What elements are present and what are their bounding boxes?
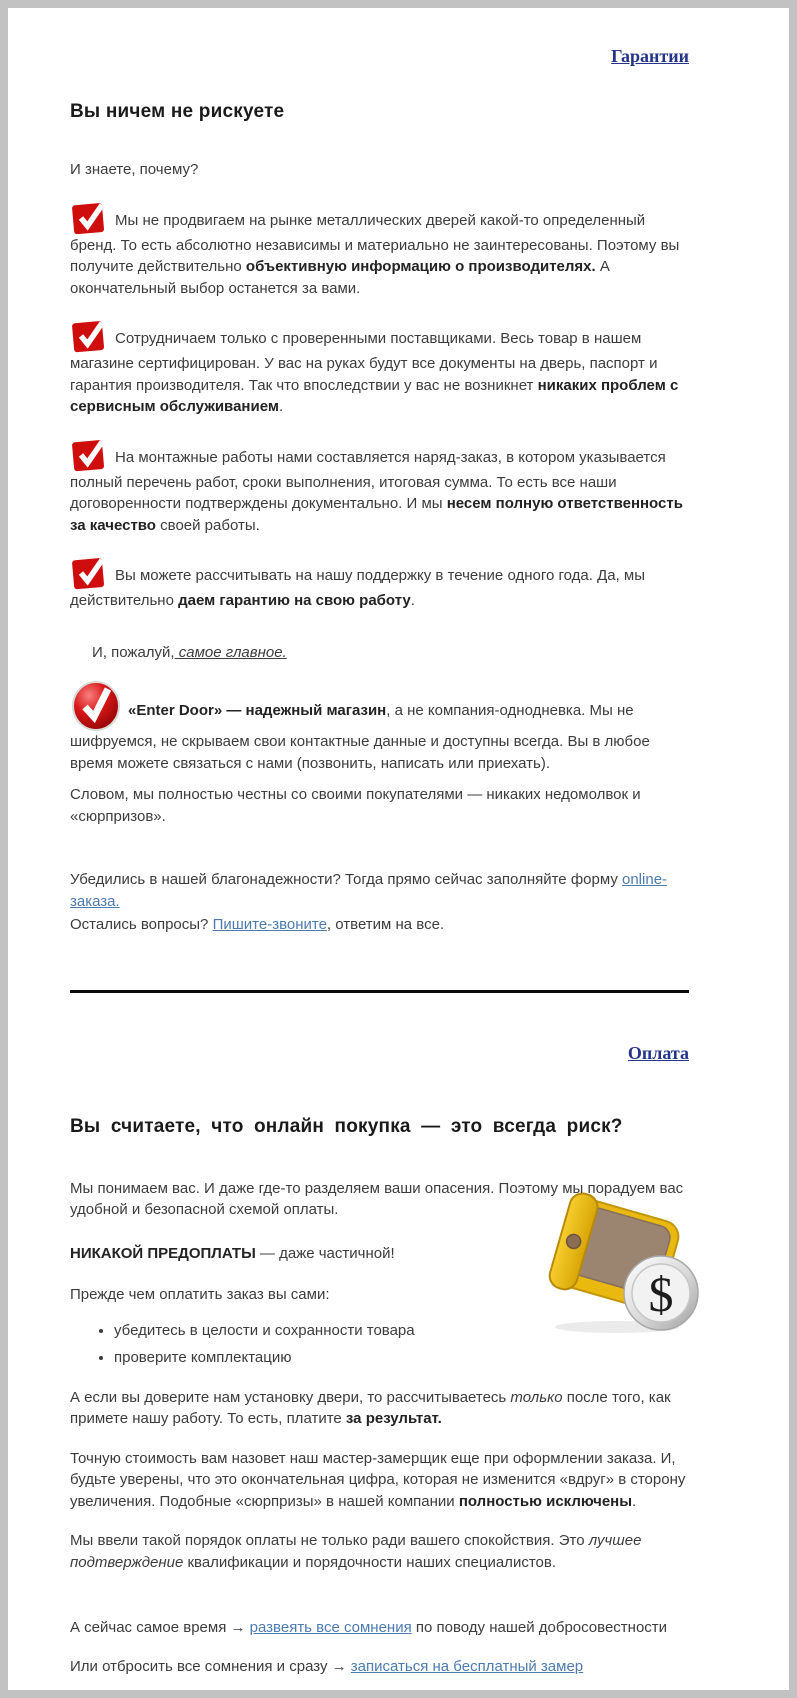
guarantees-intro: И знаете, почему?	[70, 161, 199, 178]
red-check-icon	[70, 434, 110, 472]
free-measure-link[interactable]: записаться на бесплатный замер	[350, 1657, 584, 1675]
online-order-link[interactable]: online-заказа.	[70, 871, 668, 910]
free-measure-cta: Или отбросить все сомнения и сразу → записаться на бесплатный замер	[70, 1657, 584, 1675]
dispel-doubts-cta: А сейчас самое время → развеять все сомнения по поводу нашей добросовестности	[70, 1619, 668, 1636]
write-call-link[interactable]: Пишите-звоните	[212, 916, 327, 933]
dollar-sign: $	[648, 1265, 674, 1322]
guarantees-title: Вы ничем не рискуете	[70, 101, 285, 122]
guarantee-point-2: Сотрудничаем только с проверенными поставщиками. Весь товар в нашем магазине сертифицирован. У вас на руках будут все документы на дверь, паспорт и гарантия производителя. Так что впоследствии у вас не возникнет никаких проблем с сервисным обслуживанием.	[70, 315, 689, 418]
no-prepay-paragraph: НИКАКОЙ ПРЕДОПЛАТЫ — даже частичной!	[70, 1244, 395, 1262]
red-check-icon	[70, 197, 110, 235]
guarantee-point-3: На монтажные работы нами составляется наряд-заказ, в котором указывается полный перечень работ, сроки выполнения, итоговая сумма. То есть все наши договоренности подтверждены документально. И мы несем полную ответственность за качество своей работы.	[70, 434, 689, 537]
red-round-check-icon	[70, 679, 122, 731]
bullet-item: • убедитесь в целости и сохранности товара	[114, 1320, 689, 1342]
guarantee-point-4: Вы можете рассчитывать на нашу поддержку в течение одного года. Да, мы действительно даем гарантию на свою работу.	[70, 552, 689, 612]
guarantee-point-1: Мы не продвигаем на рынке металлических дверей какой-то определенный бренд. То есть абсолютно независимы и материально не заинтересованы. Поэтому вы получите действительно объективную информацию о производителях. А окончательный выбор останется за вами.	[70, 197, 689, 300]
honest-paragraph: Словом, мы полностью честны со своими покупателями — никаких недомолвок и «сюрпризов».	[70, 786, 641, 825]
guarantees-cta-block	[70, 869, 689, 936]
installation-paragraph: А если вы доверите нам установку двери, то рассчитываетесь только после того, как примете нашу работу. То есть, платите за результат.	[70, 1388, 671, 1427]
payment-intro: Мы понимаем вас. И даже где-то разделяем ваши опасения. Поэтому мы порадуем вас удобной и безопасной схемой оплаты.	[70, 1179, 684, 1218]
enterdoor-paragraph: «Enter Door» — надежный магазин, а не компания-однодневка. Мы не шифруемся, не скрываем свои контактные данные и доступны всегда. Вы в любое время можете связаться с нами (позвонить, написать или приехать).	[70, 679, 689, 774]
guarantees-link[interactable]: Гарантии	[611, 46, 689, 66]
payment-link-row	[70, 1043, 689, 1064]
order-form-cta: Убедились в нашей благонадежности? Тогда прямо сейчас заполняйте форму online-заказа.	[70, 871, 668, 910]
wallet-dollar-image	[545, 1187, 703, 1337]
dispel-doubts-link[interactable]: развеять все сомнения	[249, 1619, 412, 1636]
payment-link[interactable]: Оплата	[627, 1042, 689, 1063]
section-divider	[70, 990, 689, 993]
before-pay-paragraph: Прежде чем оплатить заказ вы сами:	[70, 1286, 330, 1303]
red-check-icon	[70, 315, 110, 353]
guarantees-link-row	[70, 46, 689, 67]
order-policy-paragraph: Мы ввели такой порядок оплаты не только ради вашего спокойствия. Это лучшее подтверждение квалификации и порядочности наших специалистов.	[70, 1532, 642, 1571]
payment-title: Вы считаете, что онлайн покупка — это всегда риск?	[70, 1115, 623, 1137]
price-paragraph: Точную стоимость вам назовет наш мастер-замерщик еще при оформлении заказа. И, будьте уверены, что это окончательная цифра, которая не изменится «вдруг» в сторону увеличения. Подобные «сюрпризы» в нашей компании полностью исключены.	[70, 1449, 686, 1510]
questions-cta: Остались вопросы? Пишите-звоните, ответим на все.	[70, 916, 445, 933]
bullet-item: • проверите комплектацию	[114, 1347, 689, 1369]
main-note: И, пожалуй, самое главное.	[92, 643, 287, 661]
red-check-icon	[70, 552, 110, 590]
